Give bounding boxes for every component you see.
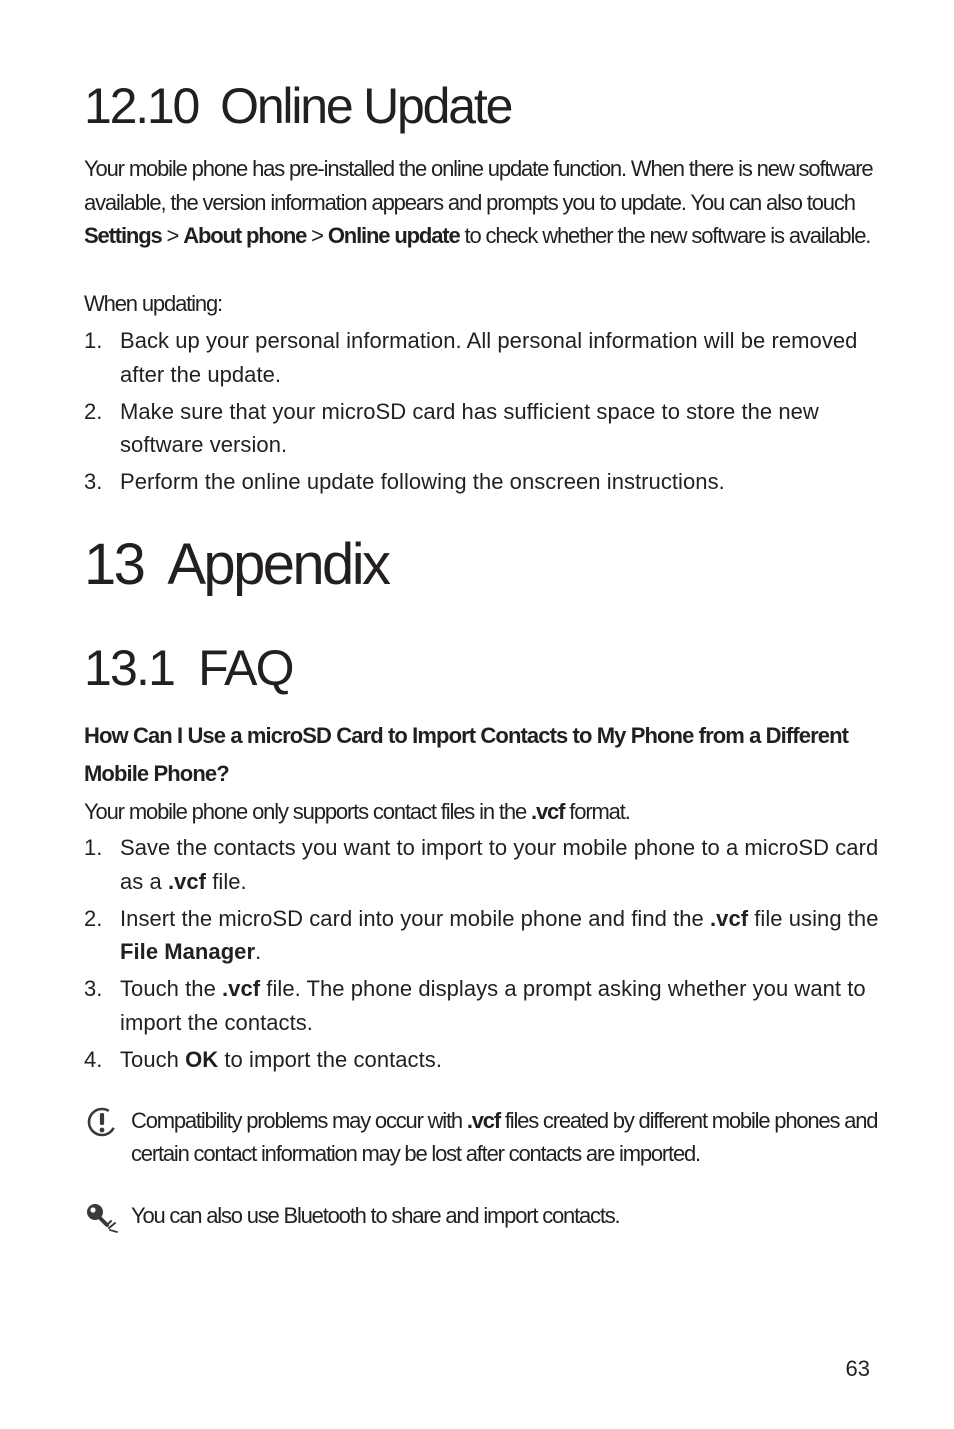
step-number: 3. [84, 469, 103, 495]
list-item [84, 831, 884, 898]
separator: > [306, 223, 328, 249]
vcf-support-note [84, 795, 884, 829]
vcf-label: .vcf [167, 868, 207, 894]
online-update-menu-label: Online update [327, 223, 460, 249]
tip-icon-graphic [84, 1199, 120, 1235]
step-text: Perform the online update following the onscreen instructions. [120, 469, 725, 495]
step-text: Back up your personal information. All personal information will be removed after the update. [120, 328, 858, 387]
chapter-heading-appendix [84, 530, 388, 600]
list-item [84, 972, 884, 1039]
intro-text: Your mobile phone has pre-installed the online update function. When there is new software available, the version information appears and prompts you to update. You can also touch [84, 156, 873, 215]
caution-text-part: Compatibility problems may occur with [131, 1108, 467, 1133]
support-text: Your mobile phone only supports contact files in the [84, 799, 531, 824]
import-contacts-steps [84, 831, 884, 1080]
separator: > [161, 223, 184, 249]
step-text: Touch the [120, 976, 223, 1002]
step-text: file. The phone displays a prompt asking whether you want to import the contacts. [120, 976, 866, 1035]
vcf-label: .vcf [531, 799, 565, 824]
vcf-label: .vcf [466, 1108, 500, 1133]
step-text: to import the contacts. [218, 1046, 442, 1072]
chapter-title: Appendix [167, 532, 389, 597]
step-number: 2. [84, 905, 103, 931]
tip-note [84, 1199, 884, 1232]
step-number: 2. [84, 398, 103, 424]
step-text: Touch [120, 1046, 186, 1072]
step-text: Insert the microSD card into your mobile phone and find the [120, 905, 710, 931]
about-phone-menu-label: About phone [183, 223, 307, 249]
section-title: Online Update [220, 78, 512, 134]
list-item [84, 1043, 884, 1077]
step-text: Save the contacts you want to import to your mobile phone to a microSD card as a [120, 835, 879, 894]
step-text: Make sure that your microSD card has sufficient space to store the new software version. [120, 398, 819, 458]
tip-text: You can also use Bluetooth to share and import contacts. [131, 1203, 620, 1228]
step-number: 4. [84, 1046, 103, 1072]
list-item [84, 465, 884, 499]
caution-icon [84, 1104, 120, 1140]
list-item [84, 902, 884, 969]
step-text: file using the [748, 905, 879, 931]
step-number: 1. [84, 835, 103, 860]
tip-icon [84, 1199, 120, 1235]
section-heading-online-update [84, 76, 511, 136]
vcf-label: .vcf [222, 976, 261, 1002]
settings-menu-label: Settings [84, 223, 162, 249]
online-update-steps [84, 324, 884, 502]
vcf-label: .vcf [710, 905, 749, 931]
section-title: FAQ [198, 640, 293, 696]
online-update-intro [84, 152, 884, 253]
section-number: 13.1 [84, 640, 175, 696]
caution-text-part: files created by different mobile phones and certain contact information may be lost after contacts are imported. [131, 1108, 878, 1166]
caution-note [84, 1104, 884, 1170]
section-number: 12.10 [84, 78, 199, 134]
caution-icon-graphic [84, 1104, 120, 1140]
step-number: 1. [84, 328, 103, 353]
chapter-number: 13 [84, 532, 144, 597]
faq-question: How Can I Use a microSD Card to Import Contacts to My Phone from a Different Mobile Phone? [84, 723, 849, 786]
caution-text [131, 1104, 884, 1170]
ok-label: OK [185, 1046, 219, 1072]
intro-text: to check whether the new software is available. [459, 223, 871, 249]
when-updating-label: When updating: [84, 291, 223, 316]
page-number: 63 [845, 1356, 870, 1381]
file-manager-label: File Manager [120, 939, 256, 965]
step-number: 3. [84, 976, 103, 1002]
step-text: . [255, 939, 262, 965]
list-item [84, 324, 884, 391]
list-item [84, 395, 884, 462]
section-heading-faq [84, 638, 293, 698]
step-text: file. [206, 868, 247, 894]
support-text: format. [564, 799, 630, 824]
